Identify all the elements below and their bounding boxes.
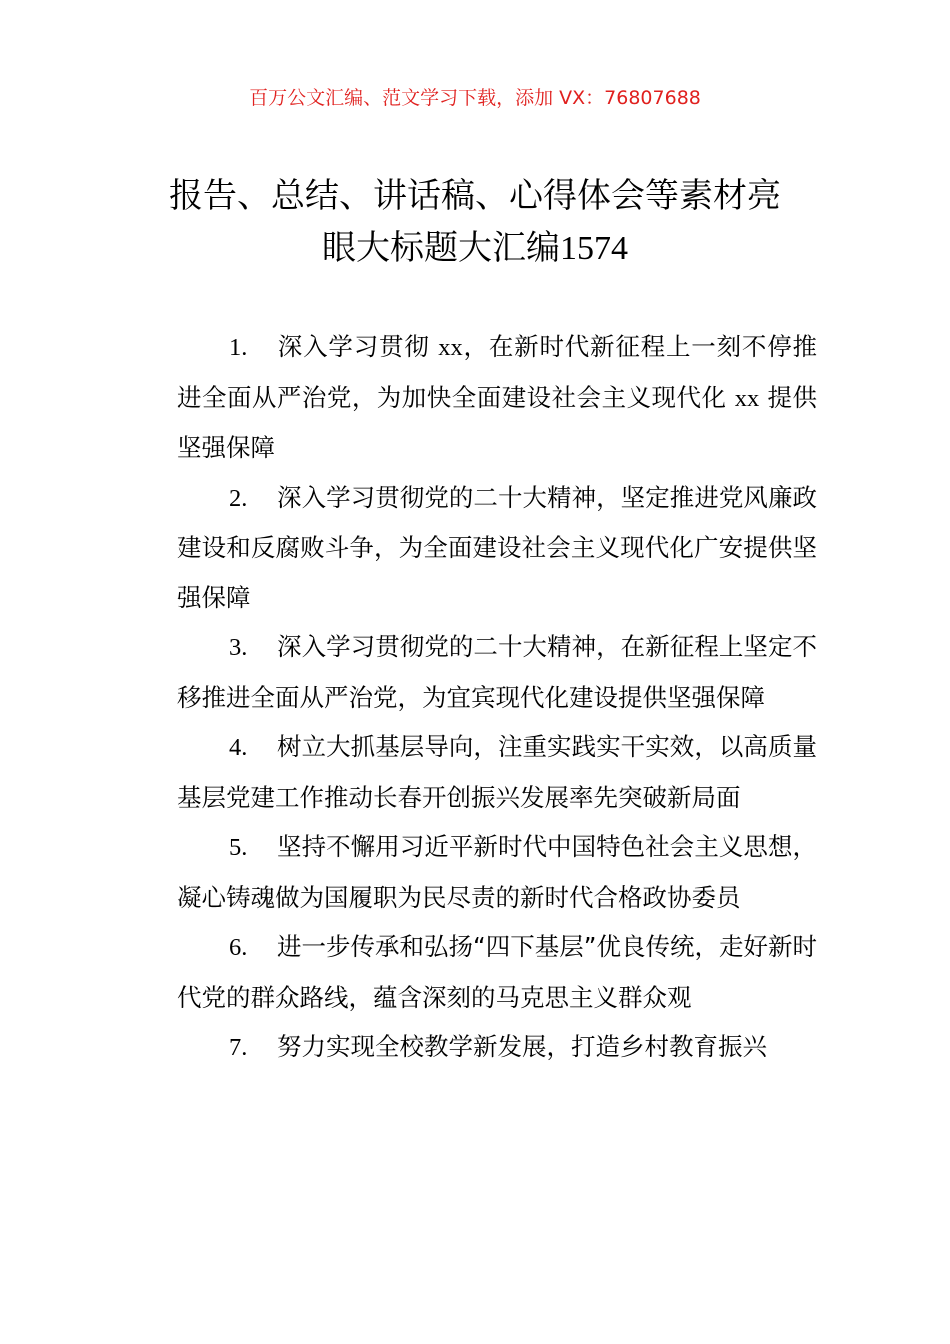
item-text-part: xx	[438, 334, 463, 361]
item-number: 1.	[229, 334, 248, 361]
item-text: 树立大抓基层导向，注重实践实干实效，以高质量基层党建工作推动长春开创振兴发展率先突破新局面	[177, 732, 817, 812]
item-number: 4.	[229, 734, 248, 761]
headline-list	[177, 322, 817, 1073]
item-number: 7.	[229, 1034, 248, 1061]
item-text-part: ，在新时代新征程上一刻不停推进全面从严治党，为加快全面建设社会主义现代化	[177, 332, 817, 412]
title-line-1: 报告、总结、讲话稿、心得体会等素材亮	[169, 176, 781, 216]
list-item	[177, 322, 817, 473]
title-line-2: 眼大标题大汇编	[322, 228, 560, 268]
item-number: 2.	[229, 484, 248, 512]
list-item	[177, 822, 817, 922]
list-item	[177, 922, 817, 1022]
item-text: 努力实现全校教学新发展，打造乡村教育振兴	[277, 1032, 767, 1061]
header-note: 百万公文汇编、范文学习下载，添加 VX：76807688	[249, 87, 701, 109]
item-text: 坚持不懈用习近平新时代中国特色社会主义思想，凝心铸魂做为国履职为民尽责的新时代合格政协委员	[177, 832, 817, 912]
item-text: 进一步传承和弘扬“四下基层”优良传统，走好新时代党的群众路线，蕴含深刻的马克思主义群众观	[177, 932, 817, 1012]
list-item	[177, 473, 817, 623]
item-text-part: 提供坚强保障	[177, 382, 817, 462]
title-number: 1574	[560, 230, 628, 267]
document-title	[140, 170, 810, 275]
item-text: 深入学习贯彻党的二十大精神，坚定推进党风廉政建设和反腐败斗争，为全面建设社会主义现代化广安提供坚强保障	[177, 482, 817, 612]
list-item	[177, 722, 817, 822]
item-number: 3.	[229, 634, 248, 661]
item-text: 深入学习贯彻党的二十大精神，在新征程上坚定不移推进全面从严治党，为宜宾现代化建设提供坚强保障	[177, 632, 817, 712]
list-item	[177, 1022, 817, 1073]
item-number: 6.	[229, 934, 248, 961]
item-number: 5.	[229, 834, 248, 861]
item-text-part: xx	[734, 384, 760, 412]
list-item	[177, 622, 817, 722]
item-text-part: 深入学习贯彻	[277, 332, 439, 361]
